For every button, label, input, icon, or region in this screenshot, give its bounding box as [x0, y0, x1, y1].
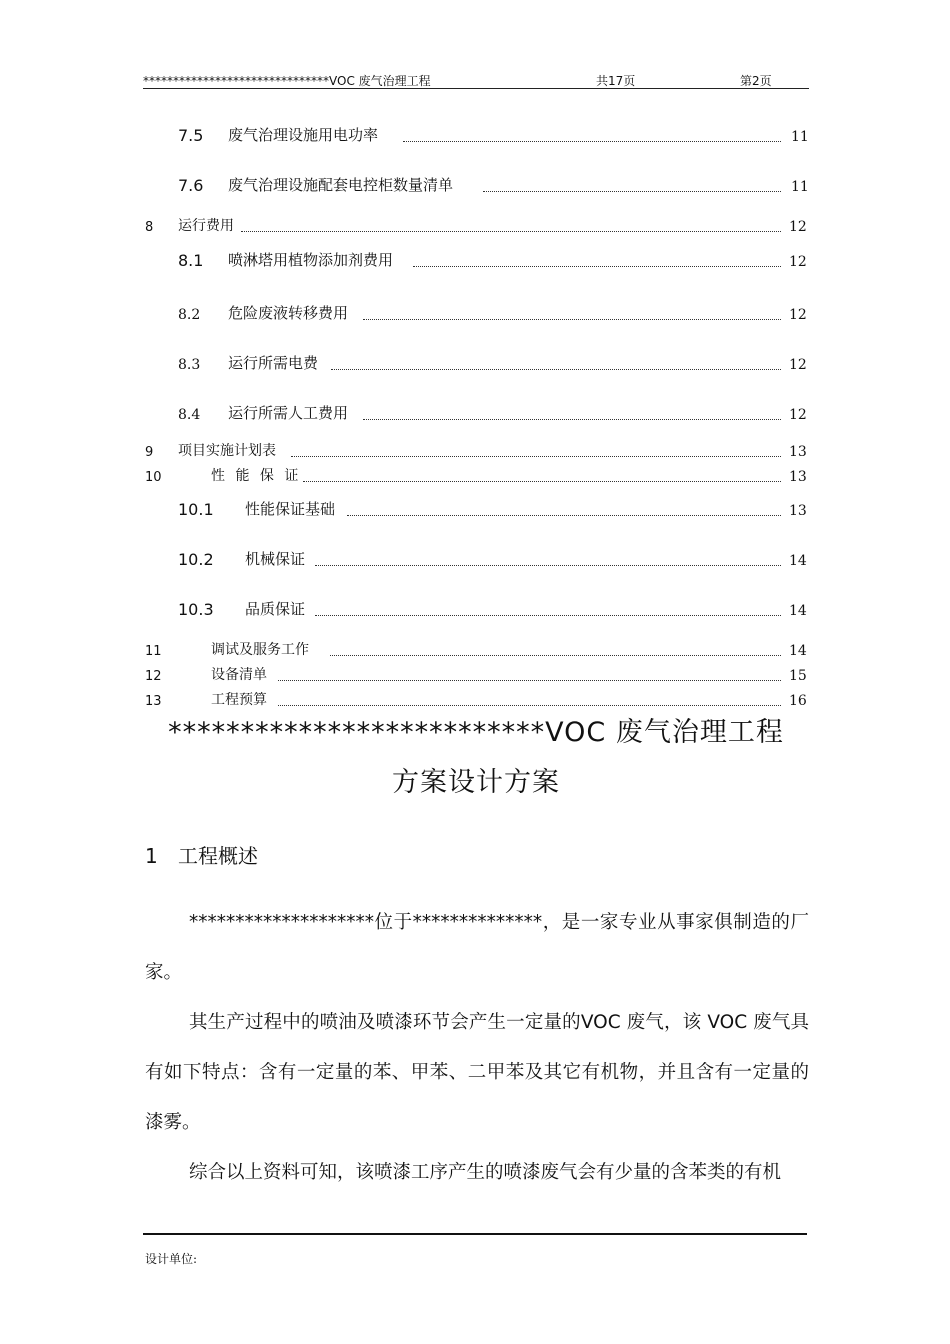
toc-number: 8 — [145, 220, 154, 235]
toc-number: 11 — [145, 644, 162, 659]
footer-divider — [143, 1233, 807, 1235]
toc-page: 12 — [789, 219, 807, 235]
paragraph: 其生产过程中的喷油及喷漆环节会产生一定量的VOC 废气，该 VOC 废气具有如下特点：含有一定量的苯、甲苯、二甲苯及其它有机物，并且含有一定量的漆雾。 — [145, 1012, 809, 1133]
toc-leader — [347, 515, 781, 516]
toc-page: 12 — [789, 357, 807, 373]
toc-entry[interactable] — [143, 250, 809, 272]
toc-entry[interactable] — [143, 689, 809, 711]
paragraph: 综合以上资料可知，该喷漆工序产生的喷漆废气会有少量的含苯类的有机 — [189, 1162, 782, 1183]
toc-entry[interactable] — [143, 599, 809, 621]
footer-design-unit: 设计单位: — [145, 1252, 198, 1266]
toc-page: 12 — [789, 407, 807, 423]
toc-entry[interactable] — [143, 353, 809, 375]
toc-leader — [315, 565, 781, 566]
toc-title: 项目实施计划表 — [178, 443, 276, 459]
toc-page: 13 — [789, 444, 807, 460]
toc-title: 工程预算 — [211, 692, 267, 708]
toc-leader — [241, 231, 781, 232]
toc-title: 运行费用 — [178, 218, 234, 234]
page-header — [143, 70, 809, 89]
toc-number: 10.2 — [178, 550, 214, 569]
toc-page: 11 — [791, 179, 809, 195]
toc-title: 设备清单 — [211, 667, 267, 683]
toc-number: 12 — [145, 669, 162, 684]
toc-entry[interactable] — [143, 175, 809, 197]
toc-number: 8.4 — [178, 407, 201, 423]
toc-title: 品质保证 — [245, 600, 306, 618]
toc-page: 14 — [789, 553, 807, 569]
toc-page: 11 — [791, 129, 809, 145]
document-title-line-1: **************************VOC 废气治理工程 — [168, 717, 784, 748]
toc-leader — [303, 481, 781, 482]
toc-leader — [363, 319, 781, 320]
toc-title: 运行所需人工费用 — [228, 404, 349, 422]
toc-number: 10 — [145, 470, 162, 485]
header-title: *******************************VOC 废气治理工程 — [143, 74, 431, 88]
toc-leader — [403, 141, 781, 142]
toc-leader — [291, 456, 781, 457]
toc-page: 15 — [789, 668, 807, 684]
toc-entry[interactable] — [143, 125, 809, 147]
toc-title: 性能保证基础 — [245, 500, 336, 518]
toc-leader — [363, 419, 781, 420]
toc-number: 8.3 — [178, 357, 201, 373]
toc-number: 8.1 — [178, 251, 204, 270]
toc-number: 10.1 — [178, 500, 214, 519]
header-total-pages: 共17页 — [596, 74, 636, 88]
toc-title: 调试及服务工作 — [211, 642, 309, 658]
document-title-line-2: 方案设计方案 — [392, 767, 560, 798]
toc-page: 14 — [789, 643, 807, 659]
section-title: 工程概述 — [178, 844, 258, 868]
toc-title: 性 能 保 证 — [211, 468, 302, 484]
toc-page: 12 — [789, 254, 807, 270]
toc-number: 7.5 — [178, 126, 204, 145]
toc-entry[interactable] — [143, 465, 809, 487]
toc-page: 16 — [789, 693, 807, 709]
paragraph: ********************位于**************，是一家专业从事家俱制造的厂家。 — [145, 912, 809, 983]
toc-entry[interactable] — [143, 440, 809, 462]
toc-page: 13 — [789, 469, 807, 485]
toc-number: 8.2 — [178, 307, 201, 323]
toc-page: 14 — [789, 603, 807, 619]
toc-title: 废气治理设施配套电控柜数量清单 — [228, 176, 454, 194]
toc-number: 9 — [145, 445, 154, 460]
section-number: 1 — [145, 844, 158, 868]
toc-entry[interactable] — [143, 403, 809, 425]
toc-leader — [413, 266, 781, 267]
toc-leader — [483, 191, 781, 192]
section-heading — [145, 840, 258, 869]
toc-entry[interactable] — [143, 639, 809, 661]
toc-leader — [331, 369, 781, 370]
toc-leader — [278, 680, 781, 681]
toc-number: 7.6 — [178, 176, 204, 195]
toc-leader — [278, 705, 781, 706]
toc-title: 危险废液转移费用 — [228, 304, 349, 322]
toc-entry[interactable] — [143, 664, 809, 686]
toc-leader — [330, 655, 781, 656]
toc-number: 13 — [145, 694, 162, 709]
toc-title: 运行所需电费 — [228, 354, 319, 372]
header-current-page: 第2页 — [740, 74, 772, 88]
toc-title: 机械保证 — [245, 550, 306, 568]
toc-title: 废气治理设施用电功率 — [228, 126, 379, 144]
toc-entry[interactable] — [143, 549, 809, 571]
toc-entry[interactable] — [143, 499, 809, 521]
body-text — [145, 898, 809, 1198]
toc-page: 12 — [789, 307, 807, 323]
toc-page: 13 — [789, 503, 807, 519]
toc-entry[interactable] — [143, 215, 809, 237]
toc-number: 10.3 — [178, 600, 214, 619]
toc-entry[interactable] — [143, 303, 809, 325]
toc-title: 喷淋塔用植物添加剂费用 — [228, 251, 394, 269]
toc-leader — [315, 615, 781, 616]
